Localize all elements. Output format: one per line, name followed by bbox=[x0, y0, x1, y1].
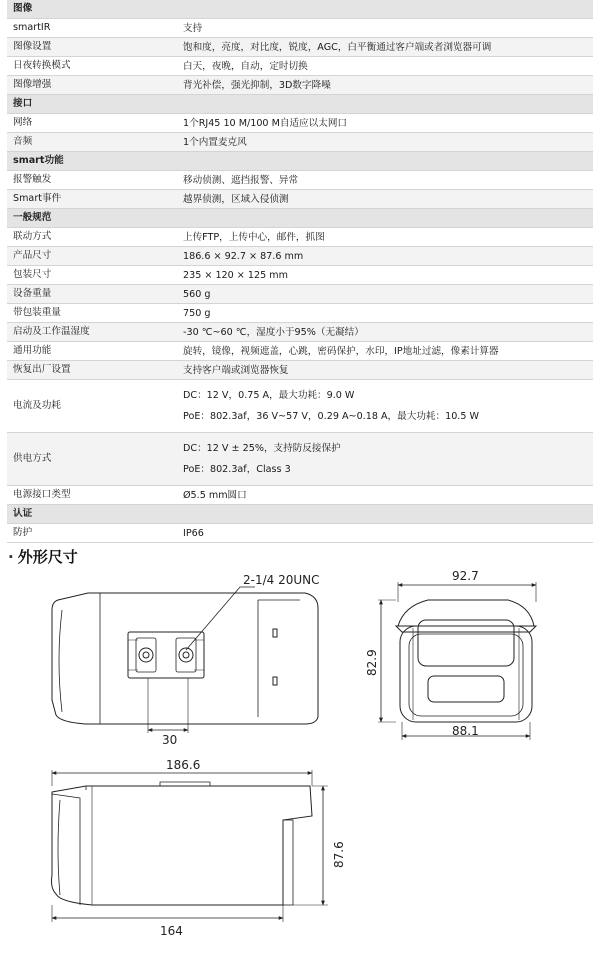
spec-key: Smart事件 bbox=[7, 190, 175, 209]
section-title: 一般规范 bbox=[7, 209, 593, 228]
section-title: 认证 bbox=[7, 505, 593, 524]
spec-value bbox=[175, 133, 593, 152]
spec-key: 启动及工作温湿度 bbox=[7, 323, 175, 342]
spec-key: 音频 bbox=[7, 133, 175, 152]
spec-value-line: 560 g bbox=[183, 288, 211, 300]
spec-value-line: DC：12 V，0.75 A，最大功耗：9.0 W bbox=[183, 390, 355, 401]
spec-row bbox=[7, 76, 593, 95]
section-title: 图像 bbox=[7, 0, 593, 19]
spec-key: 电流及功耗 bbox=[7, 380, 175, 433]
side-view bbox=[52, 770, 329, 922]
spec-row bbox=[7, 524, 593, 543]
spec-row bbox=[7, 266, 593, 285]
spec-value bbox=[175, 304, 593, 323]
dimension-drawing bbox=[0, 565, 600, 975]
front-bottom-width-label: 88.1 bbox=[452, 724, 479, 738]
spec-value-line: PoE：802.3af，Class 3 bbox=[183, 464, 291, 475]
spec-value bbox=[175, 285, 593, 304]
spec-value-line: DC：12 V ± 25%，支持防反接保护 bbox=[183, 443, 341, 454]
dimensions-heading bbox=[8, 546, 78, 567]
spec-row bbox=[7, 133, 593, 152]
spec-value bbox=[175, 361, 593, 380]
side-bottom-length-label: 164 bbox=[160, 924, 183, 938]
spec-row bbox=[7, 171, 593, 190]
spec-key: smartIR bbox=[7, 19, 175, 38]
spec-value bbox=[175, 57, 593, 76]
spec-row bbox=[7, 323, 593, 342]
spec-value-line: 235 × 120 × 125 mm bbox=[183, 269, 288, 281]
spec-key: 图像增强 bbox=[7, 76, 175, 95]
spec-value-line: 1个内置麦克风 bbox=[183, 136, 247, 148]
spec-value bbox=[175, 524, 593, 543]
spec-key: 恢复出厂设置 bbox=[7, 361, 175, 380]
spec-value bbox=[175, 433, 593, 486]
spec-value-line: 上传FTP，上传中心，邮件，抓图 bbox=[183, 231, 325, 243]
spec-value bbox=[175, 38, 593, 57]
spec-row bbox=[7, 190, 593, 209]
spec-table bbox=[7, 0, 593, 543]
spec-value-line: 支持客户端或浏览器恢复 bbox=[183, 364, 289, 376]
spec-value-line: 186.6 × 92.7 × 87.6 mm bbox=[183, 250, 304, 262]
mount-spacing-label: 30 bbox=[162, 733, 178, 747]
section-header-row bbox=[7, 95, 593, 114]
spec-key: 供电方式 bbox=[7, 433, 175, 486]
spec-value-line: 白天，夜晚，自动，定时切换 bbox=[183, 60, 308, 72]
thread-label: 2-1/4 20UNC bbox=[243, 573, 320, 587]
spec-value bbox=[175, 171, 593, 190]
spec-value-line: 饱和度，亮度，对比度，锐度，AGC，白平衡通过客户端或者浏览器可调 bbox=[183, 41, 492, 53]
spec-value bbox=[175, 323, 593, 342]
front-view bbox=[378, 582, 536, 740]
spec-row bbox=[7, 57, 593, 76]
spec-row bbox=[7, 380, 593, 433]
side-length-label: 186.6 bbox=[166, 758, 201, 772]
spec-value-line: -30 ℃~60 ℃，湿度小于95%（无凝结） bbox=[183, 326, 364, 338]
section-header-row bbox=[7, 505, 593, 524]
spec-key: 电源接口类型 bbox=[7, 486, 175, 505]
spec-row bbox=[7, 342, 593, 361]
top-view bbox=[52, 587, 318, 733]
spec-key: 联动方式 bbox=[7, 228, 175, 247]
spec-row bbox=[7, 433, 593, 486]
heading-bullet: · bbox=[8, 548, 14, 566]
spec-row bbox=[7, 19, 593, 38]
spec-value-line: 旋转，镜像，视频遮盖，心跳，密码保护，水印，IP地址过滤，像素计算器 bbox=[183, 345, 499, 357]
spec-value bbox=[175, 114, 593, 133]
spec-value-line: 支持 bbox=[183, 22, 203, 34]
spec-row bbox=[7, 304, 593, 323]
spec-row bbox=[7, 38, 593, 57]
spec-value-line: 750 g bbox=[183, 307, 211, 319]
spec-value-line: 越界侦测，区域入侵侦测 bbox=[183, 193, 289, 205]
spec-value bbox=[175, 342, 593, 361]
spec-key: 产品尺寸 bbox=[7, 247, 175, 266]
spec-value-line: PoE：802.3af，36 V~57 V，0.29 A~0.18 A，最大功耗：10.5 W bbox=[183, 411, 480, 422]
spec-value bbox=[175, 76, 593, 95]
spec-row bbox=[7, 361, 593, 380]
spec-value-line: 移动侦测、遮挡报警、异常 bbox=[183, 174, 299, 186]
section-title: 接口 bbox=[7, 95, 593, 114]
section-header-row bbox=[7, 152, 593, 171]
spec-value bbox=[175, 247, 593, 266]
spec-row bbox=[7, 285, 593, 304]
spec-row bbox=[7, 114, 593, 133]
spec-value bbox=[175, 380, 593, 433]
spec-key: 包装尺寸 bbox=[7, 266, 175, 285]
side-height-label: 87.6 bbox=[332, 841, 346, 868]
spec-value-line: Ø5.5 mm圆口 bbox=[183, 489, 247, 501]
spec-value bbox=[175, 228, 593, 247]
spec-key: 通用功能 bbox=[7, 342, 175, 361]
spec-key: 报警触发 bbox=[7, 171, 175, 190]
spec-value bbox=[175, 486, 593, 505]
dimensions-title: 外形尺寸 bbox=[17, 548, 78, 566]
spec-value bbox=[175, 190, 593, 209]
spec-row bbox=[7, 486, 593, 505]
spec-key: 防护 bbox=[7, 524, 175, 543]
section-title: smart功能 bbox=[7, 152, 593, 171]
spec-key: 设备重量 bbox=[7, 285, 175, 304]
spec-value bbox=[175, 266, 593, 285]
front-width-label: 92.7 bbox=[452, 569, 479, 583]
section-header-row bbox=[7, 0, 593, 19]
spec-row bbox=[7, 247, 593, 266]
spec-value-line: IP66 bbox=[183, 527, 204, 539]
spec-row bbox=[7, 228, 593, 247]
spec-key: 网络 bbox=[7, 114, 175, 133]
spec-key: 日夜转换模式 bbox=[7, 57, 175, 76]
spec-value bbox=[175, 19, 593, 38]
section-header-row bbox=[7, 209, 593, 228]
spec-key: 带包装重量 bbox=[7, 304, 175, 323]
spec-key: 图像设置 bbox=[7, 38, 175, 57]
spec-value-line: 背光补偿，强光抑制，3D数字降噪 bbox=[183, 79, 331, 91]
front-height-label: 82.9 bbox=[365, 649, 379, 676]
spec-value-line: 1个RJ45 10 M/100 M自适应以太网口 bbox=[183, 117, 348, 129]
